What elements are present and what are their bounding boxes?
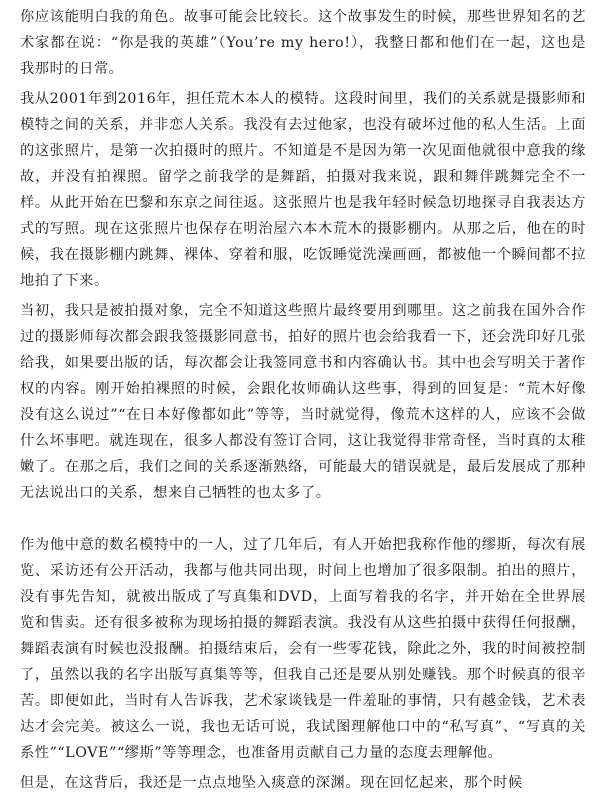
paragraph-muse-publication: 作为他中意的数名模特中的一人，过了几年后，有人开始把我称作他的缪斯，每次有展览、采访还有公开活动，我都与他共同出现，时间上也增加了很多限制。拍出的照片，没有事先告知，就被出版成了写真集和DVD，上面写着我的名字，并开始在全世界展览和售卖。还有很多被称为现场拍摄的舞蹈表演。我没有从这些拍摄中获得任何报酬，舞蹈表演有时候也没报酬。拍摄结束后，会有一些零花钱，除此之外，我的时间被控制了，虽然以我的名字出版写真集等等，但我自己还是要从别处赚钱。那个时候真的很辛苦。即便如此，当时有人告诉我，艺术家谈钱是一件羞耻的事情，只有越金钱，艺术表达才会完美。被这么一说，我也无话可说，我试图理解他口中的“私写真”、“写真的关系性”“LOVE”“缪斯”等等理念，也准备用贡献自己力量的态度去理解他。 [20, 537, 586, 761]
paragraph-descent: 但是，在这背后，我还是一点点地坠入痰意的深渊。现在回忆起来，那个时候 [20, 775, 523, 791]
paragraph-consent-contracts: 当初，我只是被拍摄对象，完全不知道这些照片最终要用到哪里。这之前我在国外合作过的摄影师每次都会跟我签摄影同意书，拍好的照片也会给我看一下，还会洗印好几张给我，如果要出版的话，每次都会让我签同意书和内容确认书。其中也会写明关于著作权的内容。刚开始拍裸照的时候，会跟化妆师确认这些事，得到的回复是：“荒木好像没有这么说过”“在日本好像都如此”等等，当时就觉得，像荒木这样的人，应该不会做什么坏事吧。就连现在，很多人都没有签订合同，这让我觉得非常奇怪，当时真的太稚嫩了。在那之后，我们之间的关系逐渐熟络，可能最大的错误就是，最后发展成了那种无法说出口的关系，想来自己牺牲的也太多了。 [20, 303, 586, 501]
paragraph-model-years: 我从2001年到2016年，担任荒木本人的模特。这段时间里，我们的关系就是摄影师和模特之间的关系，并非恋人关系。我没有去过他家，也没有破坏过他的私人生活。上面的这张照片，是第一次拍摄时的照片。不知道是不是因为第一次见面他就很中意我的缘故，并没有拍裸照。留学之前我学的是舞蹈，拍摄对我来说，跟和舞伴跳舞完全不一样。从此开始在巴黎和东京之间往返。这张照片也是我年轻时候急切地探寻自我表达方式的写照。现在这张照片也保存在明治屋六本木荒木的摄影棚内。从那之后，他在的时候，我在摄影棚内跳舞、裸体、穿着和服，吃饭睡觉洗澡画画，都被他一个瞬间都不拉地拍了下来。 [20, 91, 586, 289]
paragraph-role-intro: 你应该能明白我的角色。故事可能会比较长。这个故事发生的时候，那些世界知名的艺术家都在说：“你是我的英雄”（You’re my hero!），我整日都和他们在一起，这也是我那时的日常。 [20, 9, 586, 77]
